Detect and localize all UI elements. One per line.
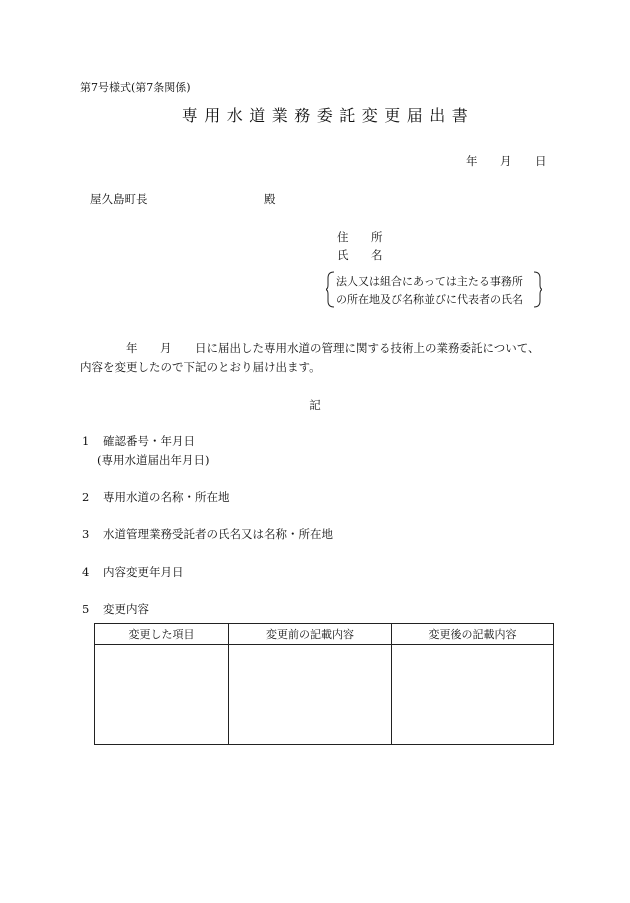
table-header-row <box>95 624 554 645</box>
item-text: 水道管理業務受託者の氏名又は名称・所在地 <box>103 527 333 541</box>
body-text-line1: 日に届出した専用水道の管理に関する技術上の業務委託について、 <box>195 341 540 355</box>
item-number: 1 <box>82 434 90 448</box>
table-header-changed-item: 変更した項目 <box>95 624 229 645</box>
addressee-name: 屋久島町長 <box>90 192 148 206</box>
item-text: 変更内容 <box>103 602 149 616</box>
document-title: 専用水道業務委託変更届出書 <box>181 106 475 125</box>
body-text-line2: 内容を変更したので下記のとおり届け出ます。 <box>80 360 321 374</box>
date-day-label: 日 <box>535 154 547 168</box>
ki-heading: 記 <box>309 398 321 412</box>
table-cell-before[interactable] <box>229 645 392 745</box>
table-row <box>95 645 554 745</box>
date-month-label: 月 <box>500 154 512 168</box>
name-label-first: 氏 <box>337 248 349 262</box>
item-subtext: (専用水道届出年月日) <box>97 453 210 467</box>
form-number: 第7号様式(第7条関係) <box>80 81 191 94</box>
body-month-label: 月 <box>160 341 172 355</box>
date-year-label: 年 <box>466 154 478 168</box>
address-label-first: 住 <box>337 230 350 244</box>
applicant-note-line1: 法人又は組合にあっては主たる事務所 <box>336 275 523 288</box>
table-cell-after[interactable] <box>392 645 554 745</box>
table-header-after: 変更後の記載内容 <box>392 624 554 645</box>
addressee-honorific: 殿 <box>264 192 276 206</box>
body-year-label: 年 <box>126 341 138 355</box>
item-number: 5 <box>82 602 90 616</box>
table-header-before: 変更前の記載内容 <box>229 624 392 645</box>
item-number: 2 <box>82 490 90 504</box>
table-cell-changed-item[interactable] <box>95 645 229 745</box>
item-text: 確認番号・年月日 <box>103 434 195 448</box>
item-number: 3 <box>82 527 90 541</box>
name-label-second: 名 <box>371 248 383 262</box>
item-text: 内容変更年月日 <box>103 565 184 579</box>
address-label-second: 所 <box>371 230 383 244</box>
item-text: 専用水道の名称・所在地 <box>103 490 230 504</box>
applicant-note-line2: の所在地及び名称並びに代表者の氏名 <box>336 293 523 306</box>
changes-table <box>94 623 554 745</box>
item-number: 4 <box>82 565 90 579</box>
